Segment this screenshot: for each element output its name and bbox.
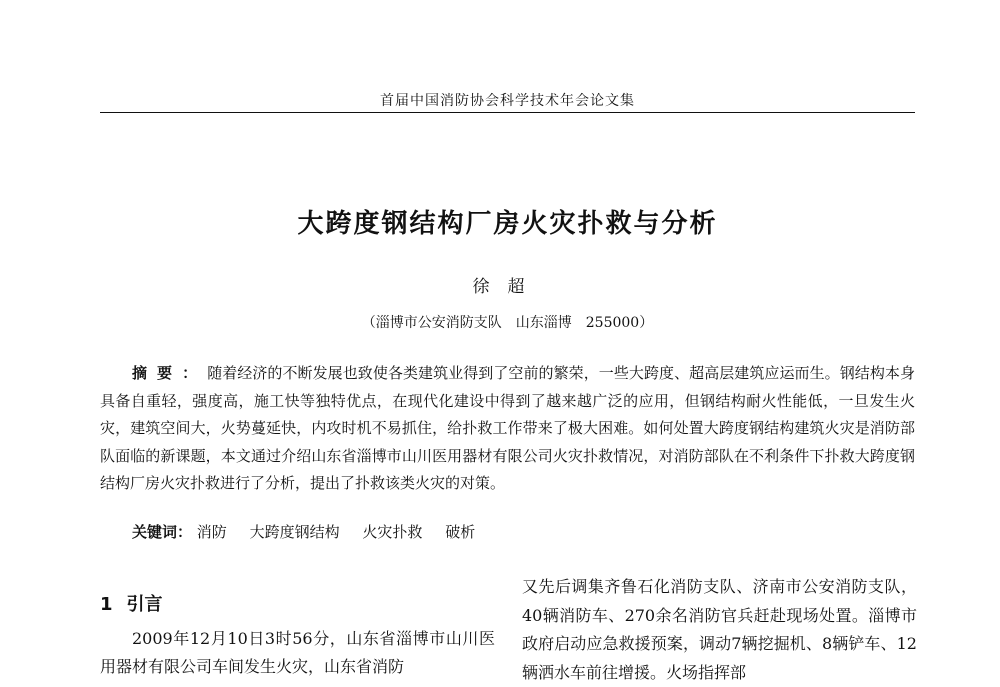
section-number: 1 — [100, 594, 113, 615]
keyword-item: 破析 — [445, 523, 476, 541]
abstract-label: 摘要： — [132, 364, 208, 382]
abstract-text: 随着经济的不断发展也致使各类建筑业得到了空前的繁荣，一些大跨度、超高层建筑应运而生。钢结构本身具备自重轻，强度高，施工快等独特优点，在现代化建设中得到了越来越广泛的应用，但钢结构耐火性能低，一旦发生火灾，建筑空间大，火势蔓延快，内攻时机不易抓住，给扑救工作带来了极大困难。如何处置大跨度钢结构建筑火灾是消防部队面临的新课题，本文通过介绍山东省淄博市山川医用器材有限公司火灾扑救情况，对消防部队在不利条件下扑救大跨度钢结构厂房火灾扑救进行了分析，提出了扑救该类火灾的对策。 — [100, 364, 915, 492]
abstract — [100, 360, 915, 498]
keywords-label: 关键词： — [132, 523, 193, 541]
header-rule — [100, 112, 915, 113]
keyword-item: 火灾扑救 — [362, 523, 423, 541]
paper-title: 大跨度钢结构厂房火灾扑救与分析 — [297, 209, 718, 239]
body-left-column: 2009年12月10日3时56分，山东省淄博市山川医用器材有限公司车间发生火灾，山东省消防 — [100, 629, 495, 676]
running-header: 首届中国消防协会科学技术年会论文集 — [380, 93, 635, 109]
keyword-item: 大跨度钢结构 — [249, 523, 340, 541]
section-title: 引言 — [126, 594, 163, 615]
author: 徐超 — [472, 277, 543, 297]
body-right-column: 又先后调集齐鲁石化消防支队、济南市公安消防支队，40辆消防车、270余名消防官兵赶赴现场处置。淄博市政府启动应急救援预案，调动7辆挖掘机、8辆铲车、12辆洒水车前往增援。火场指挥部 — [522, 577, 917, 682]
affiliation: （淄博市公安消防支队 山东淄博 255000） — [361, 315, 654, 331]
keyword-item: 消防 — [196, 523, 227, 541]
keywords — [132, 521, 912, 542]
section-heading — [100, 590, 163, 616]
